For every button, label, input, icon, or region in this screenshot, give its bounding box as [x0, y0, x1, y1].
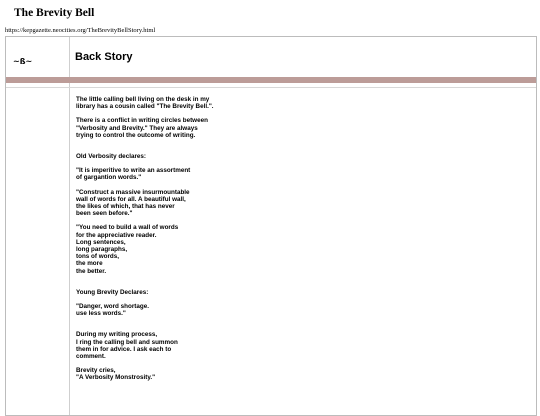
story-paragraph: "Construct a massive insurmountable wall of words for all. A beautiful wall, the likes of which, that has never been seen before.": [76, 188, 190, 218]
story-paragraph: "It is imperitive to write an assortment of gargantion words.": [76, 167, 191, 182]
story-paragraph: There is a conflict in writing circles between "Verbosity and Brevity." They are always trying to control the outcome of writing.: [76, 117, 208, 139]
story-paragraph: Young Brevity Declares:: [76, 288, 149, 296]
story-paragraph: The little calling bell living on the desk in my library has a cousin called "The Brevity Bell.".: [76, 96, 214, 111]
page-url: https://kepgazette.neocities.org/TheBrevityBellStory.html: [5, 27, 156, 34]
logo: ~ß~: [13, 57, 33, 66]
story-paragraph: "You need to build a wall of words for the appreciative reader. Long sentences, long paragraphs, tons of words, the more the better.: [76, 224, 179, 275]
content-frame: [5, 36, 537, 416]
header-band: [6, 77, 536, 83]
story-paragraph: Brevity cries, "A Verbosity Monstrosity.": [76, 367, 156, 382]
story-paragraph: "Danger, word shortage. use less words.": [76, 303, 149, 318]
story-text: [76, 96, 376, 382]
story-paragraph: During my writing process, I ring the calling bell and summon them in for advice. I ask each to comment.: [76, 331, 178, 361]
story-paragraph: Old Verbosity declares:: [76, 153, 146, 161]
page-title: The Brevity Bell: [14, 7, 95, 19]
band-separator: [6, 87, 536, 88]
section-heading: Back Story: [75, 51, 133, 63]
column-divider: [69, 37, 70, 415]
